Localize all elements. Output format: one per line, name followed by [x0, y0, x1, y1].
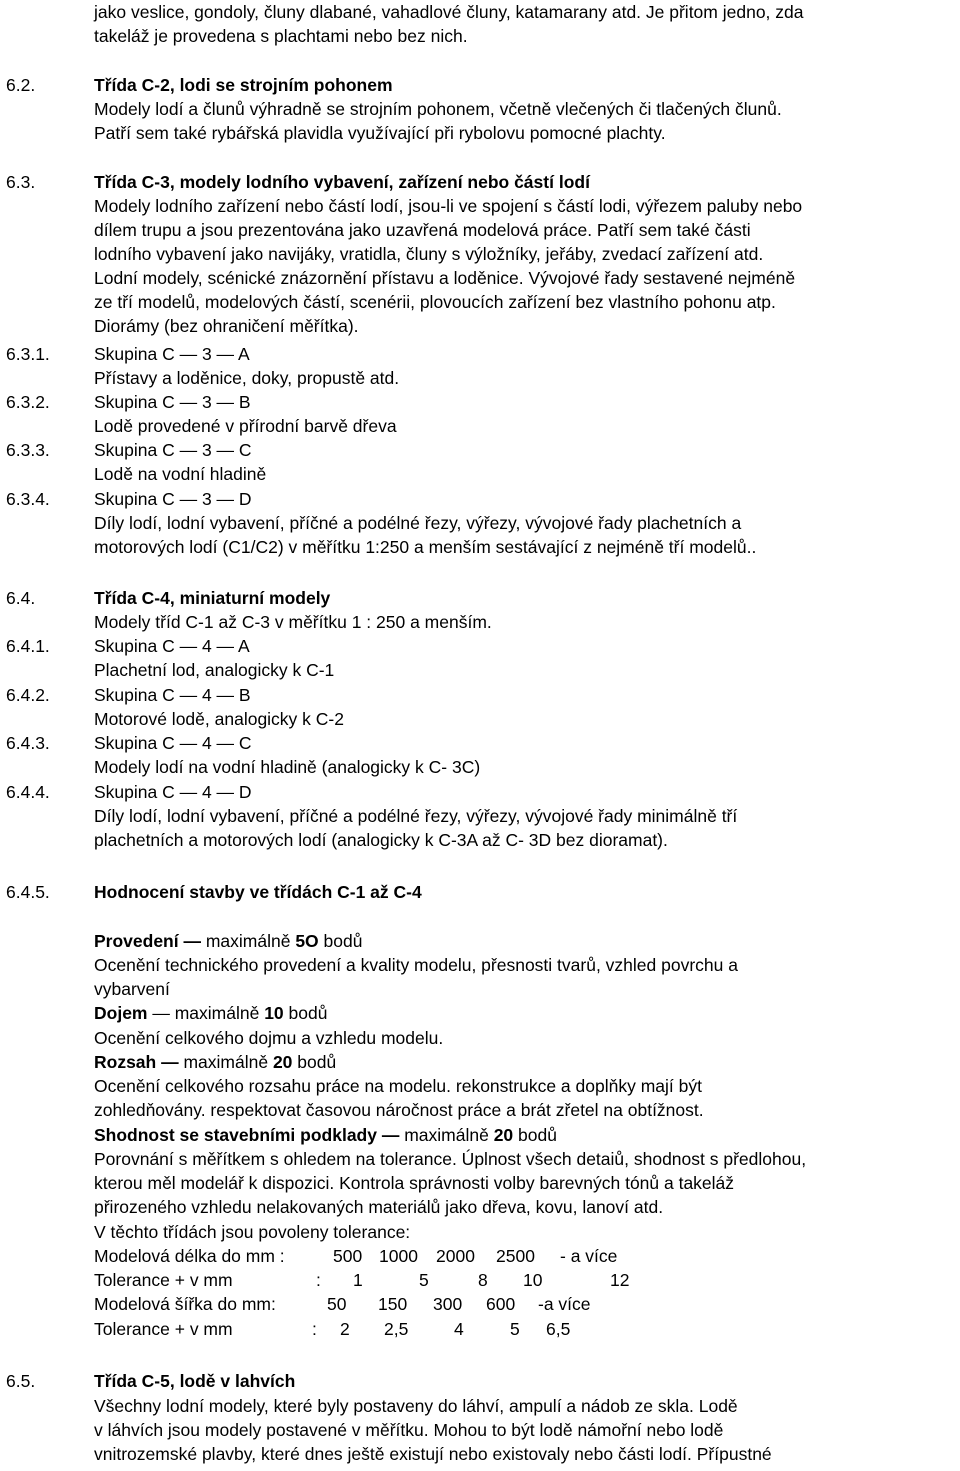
section-title: Třída C-3, modely lodního vybavení, zařízení nebo částí lodí [94, 172, 590, 192]
section-number: 6.3.1. [6, 344, 50, 364]
section-number: 6.3.2. [6, 392, 50, 412]
length-value: 500 [333, 1246, 363, 1266]
criterion-name: Provedení — [94, 931, 201, 951]
subsection-title: Skupina C — 3 — A [94, 344, 250, 364]
text: Patří sem také rybářská plavidla využívající při rybolovu pomocné plachty. [94, 123, 666, 143]
section-number: 6.3.3. [6, 440, 50, 460]
text: Plachetní lod, analogicky k C-1 [94, 660, 335, 680]
text: Ocenění technického provedení a kvality modelu, přesnosti tvarů, vzhled povrchu a [94, 955, 738, 975]
length-value: 2000 [436, 1246, 475, 1266]
criterion-max-label: maximálně [200, 931, 296, 951]
length-tol-label: Tolerance + v mm [94, 1270, 233, 1290]
width-value: 150 [378, 1294, 408, 1314]
length-tol-value: 12 [610, 1270, 630, 1290]
text: plachetních a motorových lodí (analogicky k C-3A až C- 3D bez dioramat). [94, 830, 668, 850]
criterion-points: 20 [493, 1125, 514, 1145]
criterion-text [94, 1050, 336, 1074]
section-title: Třída C-2, lodi se strojním pohonem [94, 75, 393, 95]
criterion-points: 5O [295, 931, 319, 951]
text: Lodě na vodní hladině [94, 464, 267, 484]
subsection-title: Skupina C — 3 — D [94, 489, 252, 509]
tolerance-length-tol-row [94, 1268, 654, 1292]
section-number: 6.5. [6, 1371, 36, 1391]
width-tol-value: 5 [510, 1319, 520, 1339]
section-number: 6.4.5. [6, 882, 50, 902]
text: Ocenění celkového rozsahu práce na modelu. rekonstrukce a doplňky mají být [94, 1076, 702, 1096]
text: zohledňovány. respektovat časovou náročnost práce a brát zřetel na obtížnost. [94, 1100, 704, 1120]
text: Modely lodí na vodní hladině (analogicky k C- 3C) [94, 757, 481, 777]
subsection-title: Skupina C — 3 — B [94, 392, 251, 412]
section-number: 6.3.4. [6, 489, 50, 509]
criterion-max-label: — maximálně [147, 1003, 265, 1023]
text: Porovnání s měřítkem s ohledem na tolerance. Úplnost všech detaiů, shodnost s předlohou, [94, 1149, 807, 1169]
subsection-title: Skupina C — 4 — B [94, 685, 251, 705]
text: Díly lodí, lodní vybavení, příčné a podélné řezy, výřezy, vývojové řady minimálně tří [94, 806, 738, 826]
criterion-text [94, 929, 362, 953]
subsection-title: Skupina C — 4 — C [94, 733, 252, 753]
length-tol-value: 8 [478, 1270, 488, 1290]
subsection-title: Skupina C — 4 — A [94, 636, 250, 656]
text: Modely lodního zařízení nebo částí lodí, jsou-li ve spojení s částí lodi, výřezem paluby nebo [94, 196, 803, 216]
text: Lodní modely, scénické znázornění přístavu a loděnice. Vývojové řady sestavené nejméně [94, 268, 796, 288]
text: dílem trupu a jsou prezentována jako uzavřená modelová práce. Patří sem také části [94, 220, 751, 240]
criterion-points: 10 [264, 1003, 284, 1023]
tolerance-width-tol-row [94, 1317, 654, 1341]
text: Lodě provedené v přírodní barvě dřeva [94, 416, 397, 436]
width-value: 300 [433, 1294, 463, 1314]
text: Modely lodí a člunů výhradně se strojním pohonem, včetně vlečených či tlačených člunů. [94, 99, 782, 119]
section-number: 6.4.2. [6, 685, 50, 705]
text: lodního vybavení jako navijáky, vratidla, čluny s výložníky, jeřáby, zvedací zařízení atd. [94, 244, 764, 264]
width-tol-colon: : [312, 1319, 317, 1339]
text: V těchto třídách jsou povoleny tolerance: [94, 1222, 411, 1242]
text: v láhvích jsou modely postavené v měřítku. Mohou to být lodě námořní nebo lodě [94, 1420, 724, 1440]
criterion-unit: bodů [318, 931, 363, 951]
length-value: 1000 [379, 1246, 418, 1266]
section-number: 6.4. [6, 588, 36, 608]
subsection-title: Skupina C — 3 — C [94, 440, 252, 460]
length-tol-value: 10 [523, 1270, 543, 1290]
text: Díly lodí, lodní vybavení, příčné a podélné řezy, výřezy, vývojové řady plachetních a [94, 513, 742, 533]
section-title: Hodnocení stavby ve třídách C-1 až C-4 [94, 882, 422, 902]
section-number: 6.3. [6, 172, 36, 192]
width-tol-value: 6,5 [546, 1319, 571, 1339]
text: kterou měl modelář k dispozici. Kontrola správnosti volby barevných tónů a takeláž [94, 1173, 735, 1193]
length-tol-value: 5 [419, 1270, 429, 1290]
width-tol-value: 2 [340, 1319, 350, 1339]
section-number: 6.4.4. [6, 782, 50, 802]
width-label: Modelová šířka do mm: [94, 1294, 276, 1314]
criterion-max-label: maximálně [178, 1052, 273, 1072]
criterion-unit: bodů [292, 1052, 337, 1072]
subsection-title: Skupina C — 4 — D [94, 782, 252, 802]
text: jako veslice, gondoly, čluny dlabané, vahadlové čluny, katamarany atd. Je přitom jedno, zda [94, 2, 804, 22]
criterion-unit: bodů [513, 1125, 557, 1145]
section-number: 6.2. [6, 75, 36, 95]
width-value: 50 [327, 1294, 347, 1314]
criterion-points: 20 [272, 1052, 293, 1072]
length-tol-colon: : [316, 1270, 321, 1290]
tolerance-width-row [94, 1292, 654, 1316]
width-tol-value: 2,5 [384, 1319, 409, 1339]
width-tol-value: 4 [454, 1319, 464, 1339]
length-value: 2500 [496, 1246, 535, 1266]
length-label: Modelová délka do mm : [94, 1246, 285, 1266]
criterion-name: Shodnost se stavebními podklady — [94, 1125, 400, 1145]
section-title: Třída C-5, lodě v lahvích [94, 1371, 296, 1391]
width-tol-label: Tolerance + v mm [94, 1319, 233, 1339]
criterion-max-label: maximálně [399, 1125, 494, 1145]
section-number: 6.4.3. [6, 733, 50, 753]
text: Motorové lodě, analogicky k C-2 [94, 709, 344, 729]
text: Diorámy (bez ohraničení měřítka). [94, 316, 359, 336]
tolerance-length-row [94, 1244, 654, 1268]
criterion-name: Rozsah — [94, 1052, 179, 1072]
text: vybarvení [94, 979, 170, 999]
text: takeláž je provedena s plachtami nebo bez nich. [94, 26, 468, 46]
width-value: 600 [486, 1294, 516, 1314]
section-title: Třída C-4, miniaturní modely [94, 588, 331, 608]
length-tol-value: 1 [353, 1270, 363, 1290]
criterion-text [94, 1123, 557, 1147]
text: ze tří modelů, modelových částí, scenérii, plovoucích zařízení bez vlastního pohonu atp. [94, 292, 776, 312]
text: Přístavy a loděnice, doky, propustě atd. [94, 368, 400, 388]
text: přirozeného vzhledu nelakovaných materiálů jako dřeva, kovu, lanoví atd. [94, 1197, 664, 1217]
text: Všechny lodní modely, které byly postaveny do láhví, ampulí a nádob ze skla. Lodě [94, 1396, 738, 1416]
criterion-unit: bodů [283, 1003, 328, 1023]
criterion-text [94, 1001, 327, 1025]
length-value: - a více [560, 1246, 618, 1266]
text: Ocenění celkového dojmu a vzhledu modelu. [94, 1028, 444, 1048]
width-value: -a více [538, 1294, 591, 1314]
section-number: 6.4.1. [6, 636, 50, 656]
text: vnitrozemské plavby, které dnes ještě existují nebo existovaly nebo části lodí. Přípustné [94, 1444, 772, 1464]
text: Modely tříd C-1 až C-3 v měřítku 1 : 250 a menším. [94, 612, 492, 632]
criterion-name: Dojem [94, 1003, 148, 1023]
text: motorových lodí (C1/C2) v měřítku 1:250 a menším sestávající z nejméně tří modelů.. [94, 537, 757, 557]
